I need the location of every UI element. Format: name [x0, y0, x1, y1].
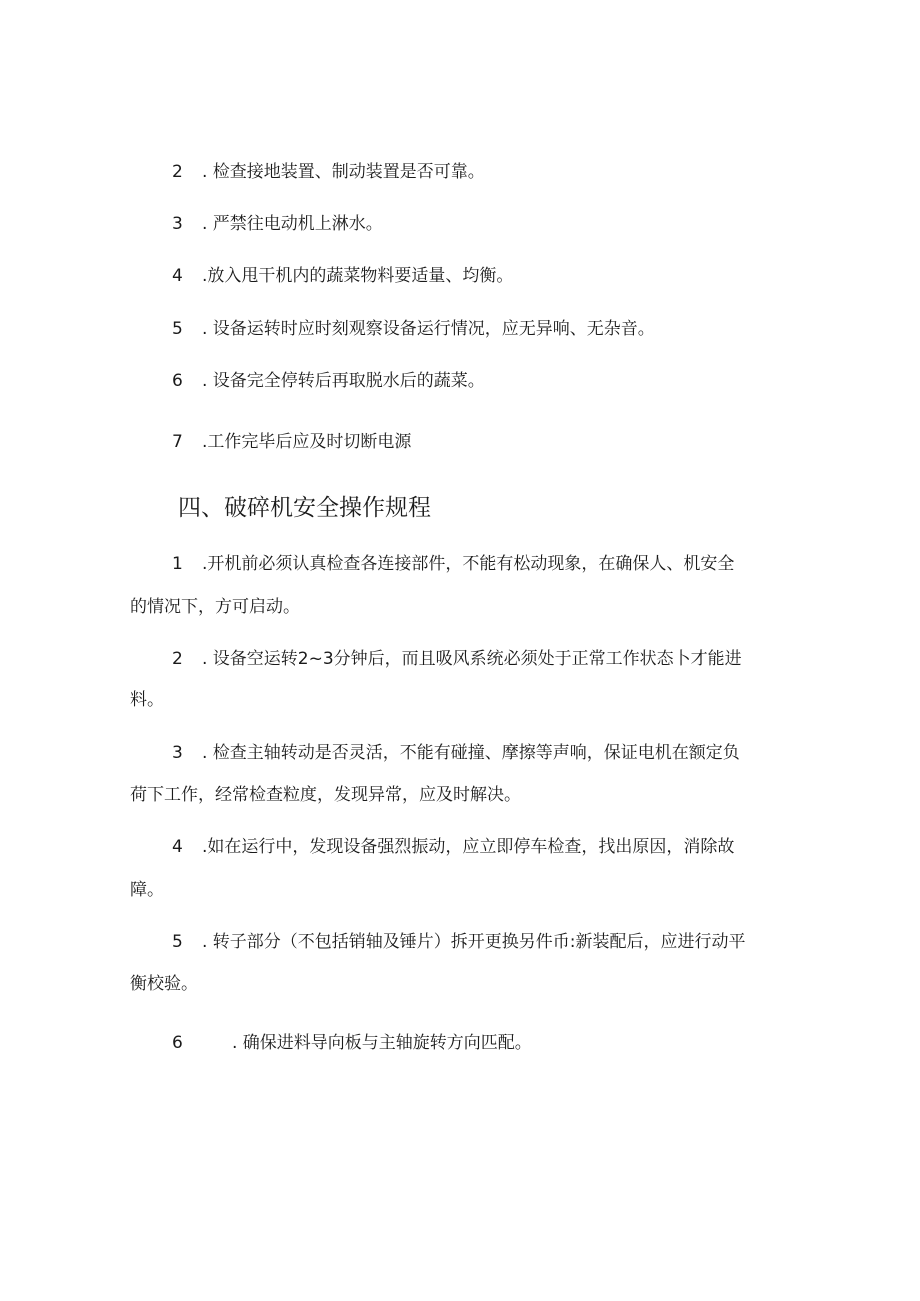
item-number: 3 [172, 214, 183, 234]
list-item [172, 370, 485, 392]
list-item-line1 [172, 742, 740, 764]
item-text: . 确保进料导向板与主轴旋转方向匹配。 [232, 1033, 532, 1053]
item-number: 1 [172, 554, 183, 574]
item-number: 7 [172, 432, 183, 452]
list-item [172, 318, 655, 340]
list-item-line2: 料。 [130, 690, 164, 710]
item-number: 4 [172, 266, 183, 286]
item-text: . 设备空运转2~3分钟后，而且吸风系统必须处于正常工作状态卜才能进 [202, 649, 742, 669]
item-text: . 转子部分（不包括销轴及锤片）拆开更换另件币:新装配后，应进行动平 [202, 932, 746, 952]
item-number: 2 [172, 649, 183, 669]
item-text: . 检查主轴转动是否灵活，不能有碰撞、摩擦等声响，保证电机在额定负 [202, 743, 740, 763]
section-title: 四、破碎机安全操作规程 [178, 495, 431, 521]
item-number: 4 [172, 837, 183, 857]
list-item-line1 [172, 931, 746, 953]
list-item [172, 213, 383, 235]
item-text: .工作完毕后应及时切断电源 [202, 432, 412, 452]
list-item [172, 265, 513, 287]
item-number: 3 [172, 743, 183, 763]
list-item-line1 [172, 553, 734, 575]
list-item-line2: 障。 [130, 880, 164, 900]
item-text: . 检查接地装置、制动装置是否可靠。 [202, 162, 485, 182]
list-item-line1 [172, 836, 734, 858]
item-number: 2 [172, 162, 183, 182]
list-item-line2: 的情况下，方可启动。 [130, 597, 300, 617]
list-item [172, 161, 485, 183]
item-text: . 设备完全停转后再取脱水后的蔬菜。 [202, 371, 485, 391]
list-item [172, 431, 411, 453]
item-number: 5 [172, 932, 183, 952]
list-item-line2: 荷下工作，经常检查粒度，发现异常，应及时解决。 [130, 785, 521, 805]
item-number: 6 [172, 371, 183, 391]
item-text: .如在运行中，发现设备强烈振动，应立即停车检查，找出原因，消除故 [202, 837, 735, 857]
item-text: .开机前必须认真检查各连接部件，不能有松动现象，在确保人、机安全 [202, 554, 735, 574]
item-number: 6 [172, 1033, 183, 1053]
item-text: .放入甩干机内的蔬菜物料要适量、均衡。 [202, 266, 514, 286]
list-item-line1 [172, 648, 742, 670]
item-text: . 严禁往电动机上淋水。 [202, 214, 383, 234]
item-number: 5 [172, 319, 183, 339]
list-item-line1 [172, 1032, 532, 1054]
item-text: . 设备运转时应时刻观察设备运行情况，应无异响、无杂音。 [202, 319, 655, 339]
list-item-line2: 衡校验。 [130, 974, 198, 994]
